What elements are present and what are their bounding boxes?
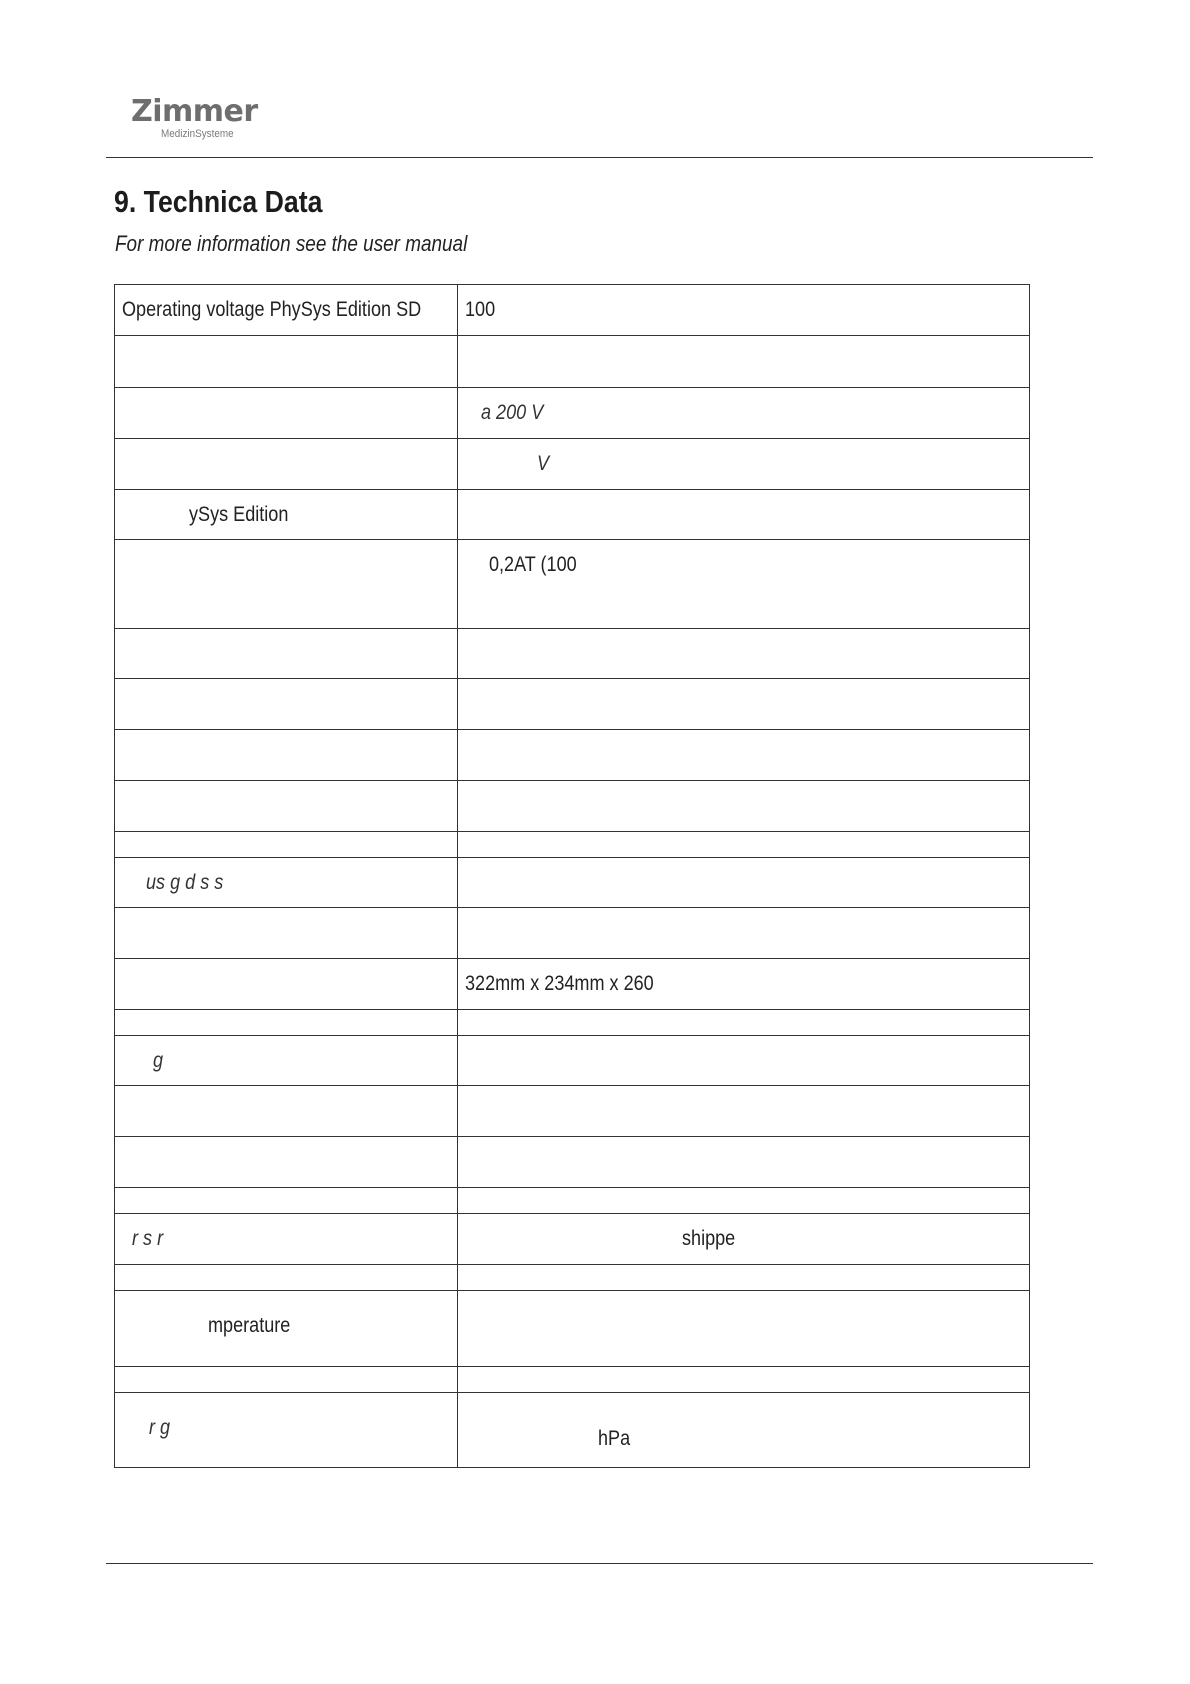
logo-wordmark: Zimmer <box>131 94 258 129</box>
table-value-cell <box>458 388 1030 439</box>
row-label: Operating voltage PhySys Edition SD <box>122 298 422 321</box>
table-label-cell <box>115 1188 458 1214</box>
table-value-cell <box>458 1291 1030 1367</box>
table-row <box>115 629 1030 679</box>
table-value-cell <box>458 1214 1030 1265</box>
table-row <box>115 336 1030 388</box>
table-label-cell <box>115 1036 458 1086</box>
table-value-cell <box>458 832 1030 858</box>
table-value-cell <box>458 1010 1030 1036</box>
table-label-cell <box>115 285 458 336</box>
row-value: 100 <box>465 298 496 321</box>
row-value: V <box>537 452 550 475</box>
row-label: g <box>153 1049 164 1072</box>
table-value-cell <box>458 1367 1030 1393</box>
table-row <box>115 858 1030 908</box>
table-row <box>115 1010 1030 1036</box>
header-divider <box>106 157 1093 158</box>
table-row <box>115 1086 1030 1137</box>
table-label-cell <box>115 629 458 679</box>
table-value-cell <box>458 679 1030 730</box>
table-value-cell <box>458 490 1030 540</box>
table-row <box>115 1036 1030 1086</box>
table-value-cell <box>458 1188 1030 1214</box>
row-label: r s r <box>132 1227 164 1250</box>
table-value-cell <box>458 1036 1030 1086</box>
table-row <box>115 490 1030 540</box>
row-label: us g d s s <box>146 871 224 894</box>
row-value: a 200 V <box>481 401 544 424</box>
table-row <box>115 1367 1030 1393</box>
section-subtitle: For more information see the user manual <box>115 231 468 256</box>
table-row <box>115 679 1030 730</box>
table-value-cell <box>458 959 1030 1010</box>
table-label-cell <box>115 1010 458 1036</box>
table-label-cell <box>115 336 458 388</box>
footer-divider <box>106 1563 1093 1564</box>
table-label-cell <box>115 679 458 730</box>
table-row <box>115 832 1030 858</box>
table-value-cell <box>458 1393 1030 1468</box>
table-label-cell <box>115 388 458 439</box>
table-value-cell <box>458 858 1030 908</box>
row-value: hPa <box>598 1427 631 1450</box>
table-row <box>115 285 1030 336</box>
table-row <box>115 388 1030 439</box>
row-value: shippe <box>682 1227 736 1250</box>
table-label-cell <box>115 781 458 832</box>
table-row <box>115 959 1030 1010</box>
row-label: mperature <box>208 1314 291 1337</box>
table-row <box>115 540 1030 629</box>
section-title: 9. Technica Data <box>114 184 323 219</box>
logo-tagline: MedizinSysteme <box>161 128 234 140</box>
table-row <box>115 781 1030 832</box>
table-label-cell <box>115 1086 458 1137</box>
technical-data-table <box>114 284 1030 1468</box>
table-label-cell <box>115 858 458 908</box>
table-value-cell <box>458 285 1030 336</box>
row-label: ySys Edition <box>189 503 289 526</box>
table-row <box>115 1188 1030 1214</box>
row-label: r g <box>149 1416 171 1439</box>
table-value-cell <box>458 336 1030 388</box>
table-value-cell <box>458 781 1030 832</box>
table-label-cell <box>115 959 458 1010</box>
table-row <box>115 1265 1030 1291</box>
table-label-cell <box>115 908 458 959</box>
table-value-cell <box>458 629 1030 679</box>
table-label-cell <box>115 540 458 629</box>
table-value-cell <box>458 540 1030 629</box>
table-row <box>115 1214 1030 1265</box>
table-label-cell <box>115 832 458 858</box>
table-row <box>115 439 1030 490</box>
table-value-cell <box>458 1086 1030 1137</box>
table-value-cell <box>458 439 1030 490</box>
company-logo <box>131 96 261 146</box>
table-label-cell <box>115 1137 458 1188</box>
table-label-cell <box>115 1265 458 1291</box>
table-label-cell <box>115 439 458 490</box>
table-value-cell <box>458 1137 1030 1188</box>
table-value-cell <box>458 730 1030 781</box>
table-label-cell <box>115 490 458 540</box>
row-value: 0,2AT (100 <box>489 553 577 576</box>
table-row <box>115 1137 1030 1188</box>
table-row <box>115 730 1030 781</box>
table-row <box>115 908 1030 959</box>
table-label-cell <box>115 1393 458 1468</box>
table-label-cell <box>115 1367 458 1393</box>
table-row <box>115 1291 1030 1367</box>
table-row <box>115 1393 1030 1468</box>
table-value-cell <box>458 1265 1030 1291</box>
table-label-cell <box>115 1214 458 1265</box>
row-value: 322mm x 234mm x 260 <box>465 972 654 995</box>
table-label-cell <box>115 730 458 781</box>
table-label-cell <box>115 1291 458 1367</box>
table-value-cell <box>458 908 1030 959</box>
